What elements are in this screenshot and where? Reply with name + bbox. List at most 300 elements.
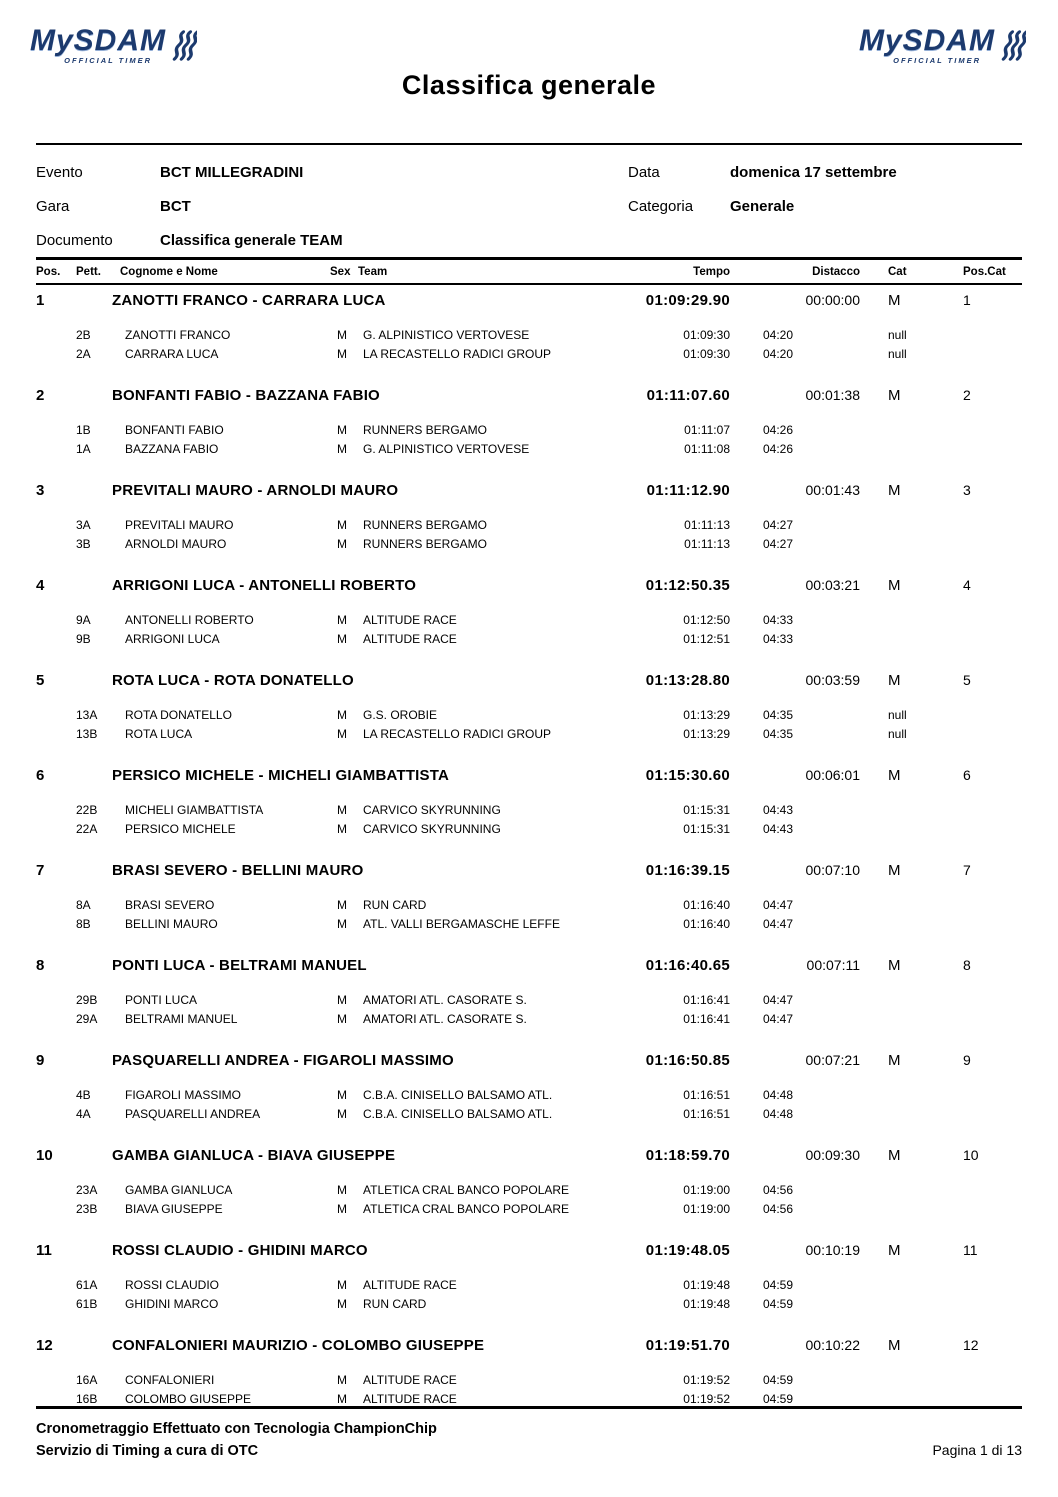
member-name: ROTA LUCA xyxy=(125,727,193,741)
team-cat: M xyxy=(888,672,901,689)
member-row xyxy=(36,915,1022,934)
team-members xyxy=(36,326,1022,364)
team-row xyxy=(36,291,1022,310)
team-result-block xyxy=(36,956,1022,1029)
member-name: COLOMBO GIUSEPPE xyxy=(125,1392,252,1406)
team-distacco: 00:01:38 xyxy=(805,387,860,403)
member-row xyxy=(36,611,1022,630)
team-row xyxy=(36,861,1022,880)
team-pos-cat: 1 xyxy=(963,292,971,308)
member-row xyxy=(36,1276,1022,1295)
team-row xyxy=(36,956,1022,975)
member-sex: M xyxy=(337,537,347,551)
team-distacco: 00:09:30 xyxy=(805,1147,860,1163)
member-row xyxy=(36,535,1022,554)
member-pace: 04:35 xyxy=(763,708,794,722)
documento-value: Classifica generale TEAM xyxy=(160,231,343,249)
team-tempo: 01:16:40.65 xyxy=(645,957,730,974)
team-tempo: 01:12:50.35 xyxy=(645,577,730,594)
member-tempo: 01:12:51 xyxy=(683,632,730,646)
team-distacco: 00:06:01 xyxy=(805,767,860,783)
member-tempo: 01:11:13 xyxy=(684,537,730,551)
member-bib: 16A xyxy=(76,1373,98,1387)
team-pos-cat: 4 xyxy=(963,577,971,593)
col-header-team: Team xyxy=(358,265,388,278)
page-number: Pagina 1 di 13 xyxy=(932,1442,1022,1458)
mysdam-logo-text xyxy=(858,24,995,65)
team-row xyxy=(36,1336,1022,1355)
member-name: BELLINI MAURO xyxy=(125,917,218,931)
member-name: CARRARA LUCA xyxy=(125,347,219,361)
team-cat: M xyxy=(888,1052,901,1069)
team-members xyxy=(36,1181,1022,1219)
member-sex: M xyxy=(337,1392,347,1406)
team-row xyxy=(36,481,1022,500)
team-pos-cat: 11 xyxy=(963,1242,978,1258)
member-tempo: 01:16:41 xyxy=(683,1012,730,1026)
member-bib: 9A xyxy=(76,613,91,627)
team-name: PERSICO MICHELE - MICHELI GIAMBATTISTA xyxy=(112,767,450,784)
member-team: LA RECASTELLO RADICI GROUP xyxy=(363,347,552,361)
member-row xyxy=(36,440,1022,459)
team-result-block xyxy=(36,1051,1022,1124)
col-header-sex: Sex xyxy=(330,265,351,278)
member-team: LA RECASTELLO RADICI GROUP xyxy=(363,727,552,741)
member-cat: null xyxy=(888,347,907,361)
member-sex: M xyxy=(337,423,347,437)
member-team: RUN CARD xyxy=(363,1297,427,1311)
member-bib: 4A xyxy=(76,1107,91,1121)
team-name: BRASI SEVERO - BELLINI MAURO xyxy=(112,862,364,879)
member-bib: 22B xyxy=(76,803,98,817)
member-bib: 29B xyxy=(76,993,98,1007)
member-bib: 13B xyxy=(76,727,98,741)
member-row xyxy=(36,706,1022,725)
member-team: ATLETICA CRAL BANCO POPOLARE xyxy=(363,1183,570,1197)
team-distacco: 00:10:19 xyxy=(805,1242,860,1258)
member-bib: 2B xyxy=(76,328,91,342)
member-pace: 04:56 xyxy=(763,1183,794,1197)
team-pos-cat: 5 xyxy=(963,672,971,688)
team-row xyxy=(36,766,1022,785)
team-name: PASQUARELLI ANDREA - FIGAROLI MASSIMO xyxy=(112,1052,454,1069)
team-members xyxy=(36,421,1022,459)
footer-technology-note: Cronometraggio Effettuato con Tecnologia ChampionChip xyxy=(36,1421,437,1437)
evento-value: BCT MILLEGRADINI xyxy=(160,163,304,181)
member-team: ALTITUDE RACE xyxy=(363,1373,457,1387)
member-sex: M xyxy=(337,803,347,817)
member-bib: 3B xyxy=(76,537,91,551)
member-tempo: 01:19:48 xyxy=(683,1278,730,1292)
member-row xyxy=(36,896,1022,915)
member-team: CARVICO SKYRUNNING xyxy=(363,803,501,817)
team-pos-cat: 3 xyxy=(963,482,971,498)
member-sex: M xyxy=(337,613,347,627)
document-header xyxy=(0,0,1058,143)
team-row xyxy=(36,386,1022,405)
member-pace: 04:48 xyxy=(763,1088,794,1102)
member-cat: null xyxy=(888,708,907,722)
data-value: domenica 17 settembre xyxy=(730,163,897,181)
member-tempo: 01:19:52 xyxy=(683,1373,730,1387)
member-bib: 23A xyxy=(76,1183,98,1197)
team-members xyxy=(36,706,1022,744)
member-pace: 04:43 xyxy=(763,803,794,817)
team-position: 9 xyxy=(36,1052,45,1069)
team-position: 3 xyxy=(36,482,45,499)
member-tempo: 01:19:52 xyxy=(683,1392,730,1406)
member-name: CONFALONIERI xyxy=(125,1373,215,1387)
team-tempo: 01:15:30.60 xyxy=(645,767,730,784)
member-pace: 04:47 xyxy=(763,1012,794,1026)
team-pos-cat: 10 xyxy=(963,1147,979,1163)
member-tempo: 01:16:51 xyxy=(683,1088,730,1102)
team-distacco: 00:07:10 xyxy=(805,862,860,878)
member-tempo: 01:16:51 xyxy=(683,1107,730,1121)
member-pace: 04:26 xyxy=(763,442,794,456)
member-sex: M xyxy=(337,708,347,722)
documento-label: Documento xyxy=(36,231,113,249)
member-sex: M xyxy=(337,518,347,532)
member-sex: M xyxy=(337,727,347,741)
member-pace: 04:26 xyxy=(763,423,794,437)
categoria-value: Generale xyxy=(730,197,795,215)
member-pace: 04:59 xyxy=(763,1297,794,1311)
meta-row-evento xyxy=(36,155,1022,189)
member-tempo: 01:19:00 xyxy=(683,1202,730,1216)
evento-label: Evento xyxy=(36,163,83,181)
team-position: 8 xyxy=(36,957,45,974)
team-result-block xyxy=(36,386,1022,459)
meta-row-documento xyxy=(36,223,1022,257)
member-tempo: 01:19:48 xyxy=(683,1297,730,1311)
mysdam-logo-text xyxy=(30,24,167,65)
member-name: PREVITALI MAURO xyxy=(125,518,234,532)
team-row xyxy=(36,576,1022,595)
member-pace: 04:27 xyxy=(763,537,794,551)
member-tempo: 01:09:30 xyxy=(683,328,730,342)
team-cat: M xyxy=(888,577,901,594)
member-pace: 04:47 xyxy=(763,993,794,1007)
team-distacco: 00:07:11 xyxy=(806,957,860,973)
member-pace: 04:47 xyxy=(763,917,794,931)
member-row xyxy=(36,1371,1022,1390)
member-bib: 1B xyxy=(76,423,91,437)
member-name: BAZZANA FABIO xyxy=(125,442,219,456)
member-bib: 8A xyxy=(76,898,91,912)
member-pace: 04:59 xyxy=(763,1373,794,1387)
team-members xyxy=(36,1276,1022,1314)
team-tempo: 01:18:59.70 xyxy=(645,1147,730,1164)
member-row xyxy=(36,1010,1022,1029)
mysdam-logo-word: MySDAM xyxy=(30,24,167,57)
member-tempo: 01:11:07 xyxy=(684,423,730,437)
member-team: G. ALPINISTICO VERTOVESE xyxy=(363,328,530,342)
member-row xyxy=(36,820,1022,839)
team-name: PREVITALI MAURO - ARNOLDI MAURO xyxy=(112,482,399,499)
member-pace: 04:33 xyxy=(763,632,794,646)
member-pace: 04:48 xyxy=(763,1107,794,1121)
member-tempo: 01:11:08 xyxy=(684,442,730,456)
team-tempo: 01:19:48.05 xyxy=(645,1242,730,1259)
event-meta xyxy=(36,143,1022,257)
page-title: Classifica generale xyxy=(401,70,657,100)
member-tempo: 01:13:29 xyxy=(683,708,730,722)
member-bib: 3A xyxy=(76,518,91,532)
team-cat: M xyxy=(888,482,901,499)
team-cat: M xyxy=(888,292,901,309)
team-result-block xyxy=(36,291,1022,364)
member-sex: M xyxy=(337,328,347,342)
team-distacco: 00:07:21 xyxy=(805,1052,860,1068)
team-tempo: 01:11:07.60 xyxy=(646,387,730,404)
team-position: 10 xyxy=(36,1147,53,1164)
team-name: BONFANTI FABIO - BAZZANA FABIO xyxy=(112,387,380,404)
footer-timing-service: Servizio di Timing a cura di OTC xyxy=(36,1443,259,1459)
member-name: ROTA DONATELLO xyxy=(125,708,232,722)
member-team: RUNNERS BERGAMO xyxy=(363,537,488,551)
member-bib: 16B xyxy=(76,1392,98,1406)
team-tempo: 01:13:28.80 xyxy=(645,672,730,689)
member-name: ARRIGONI LUCA xyxy=(125,632,220,646)
member-name: ARNOLDI MAURO xyxy=(125,537,227,551)
team-position: 6 xyxy=(36,767,45,784)
team-tempo: 01:11:12.90 xyxy=(646,482,730,499)
member-name: PONTI LUCA xyxy=(125,993,198,1007)
member-team: C.B.A. CINISELLO BALSAMO ATL. xyxy=(363,1107,553,1121)
member-tempo: 01:15:31 xyxy=(683,822,730,836)
member-bib: 23B xyxy=(76,1202,98,1216)
team-cat: M xyxy=(888,1337,901,1354)
member-team: ALTITUDE RACE xyxy=(363,1278,457,1292)
member-tempo: 01:09:30 xyxy=(683,347,730,361)
team-row xyxy=(36,1241,1022,1260)
team-cat: M xyxy=(888,387,901,404)
member-name: GHIDINI MARCO xyxy=(125,1297,219,1311)
member-tempo: 01:13:29 xyxy=(683,727,730,741)
team-members xyxy=(36,516,1022,554)
member-bib: 22A xyxy=(76,822,98,836)
team-name: CONFALONIERI MAURIZIO - COLOMBO GIUSEPPE xyxy=(112,1337,485,1354)
member-team: G. ALPINISTICO VERTOVESE xyxy=(363,442,530,456)
member-bib: 13A xyxy=(76,708,98,722)
team-cat: M xyxy=(888,957,901,974)
col-header-nome: Cognome e Nome xyxy=(120,265,218,278)
member-name: BRASI SEVERO xyxy=(125,898,215,912)
member-bib: 8B xyxy=(76,917,91,931)
member-team: ALTITUDE RACE xyxy=(363,613,457,627)
member-sex: M xyxy=(337,1107,347,1121)
member-team: AMATORI ATL. CASORATE S. xyxy=(363,1012,527,1026)
team-row xyxy=(36,671,1022,690)
team-distacco: 00:10:22 xyxy=(805,1337,860,1353)
member-bib: 61A xyxy=(76,1278,98,1292)
team-name: ROTA LUCA - ROTA DONATELLO xyxy=(112,672,354,689)
member-tempo: 01:11:13 xyxy=(684,518,730,532)
member-name: BONFANTI FABIO xyxy=(125,423,224,437)
member-sex: M xyxy=(337,1373,347,1387)
mysdam-logo-subtitle: OFFICIAL TIMER xyxy=(893,56,981,65)
gara-value: BCT xyxy=(160,197,191,215)
member-name: PASQUARELLI ANDREA xyxy=(125,1107,261,1121)
member-team: ATL. VALLI BERGAMASCHE LEFFE xyxy=(363,917,560,931)
member-pace: 04:56 xyxy=(763,1202,794,1216)
member-row xyxy=(36,1200,1022,1219)
member-sex: M xyxy=(337,1088,347,1102)
member-tempo: 01:19:00 xyxy=(683,1183,730,1197)
team-cat: M xyxy=(888,767,901,784)
member-name: BIAVA GIUSEPPE xyxy=(125,1202,223,1216)
team-name: ZANOTTI FRANCO - CARRARA LUCA xyxy=(112,292,386,309)
team-position: 11 xyxy=(36,1242,52,1259)
team-pos-cat: 7 xyxy=(963,862,971,878)
member-row xyxy=(36,1295,1022,1314)
member-row xyxy=(36,630,1022,649)
team-result-block xyxy=(36,766,1022,839)
member-cat: null xyxy=(888,328,907,342)
member-pace: 04:20 xyxy=(763,347,794,361)
col-header-cat: Cat xyxy=(888,265,907,278)
team-members xyxy=(36,896,1022,934)
member-row xyxy=(36,326,1022,345)
team-pos-cat: 2 xyxy=(963,387,971,403)
member-team: RUNNERS BERGAMO xyxy=(363,423,488,437)
team-position: 2 xyxy=(36,387,45,404)
team-position: 1 xyxy=(36,292,45,309)
member-tempo: 01:15:31 xyxy=(683,803,730,817)
team-position: 4 xyxy=(36,577,45,594)
team-result-block xyxy=(36,1336,1022,1409)
member-pace: 04:43 xyxy=(763,822,794,836)
mysdam-logo-word: MySDAM xyxy=(858,24,995,57)
member-team: G.S. OROBIE xyxy=(363,708,438,722)
member-row xyxy=(36,801,1022,820)
member-sex: M xyxy=(337,898,347,912)
member-sex: M xyxy=(337,822,347,836)
member-sex: M xyxy=(337,917,347,931)
team-result-block xyxy=(36,861,1022,934)
member-team: CARVICO SKYRUNNING xyxy=(363,822,501,836)
member-row xyxy=(36,345,1022,364)
team-tempo: 01:16:50.85 xyxy=(645,1052,730,1069)
mysdam-logo-right xyxy=(858,24,1026,68)
team-cat: M xyxy=(888,1242,901,1259)
results-rows xyxy=(36,285,1022,1409)
member-name: MICHELI GIAMBATTISTA xyxy=(125,803,264,817)
member-pace: 04:33 xyxy=(763,613,794,627)
team-pos-cat: 8 xyxy=(963,957,971,973)
member-tempo: 01:16:40 xyxy=(683,917,730,931)
table-header xyxy=(36,257,1022,285)
team-tempo: 01:19:51.70 xyxy=(645,1337,730,1354)
member-bib: 9B xyxy=(76,632,91,646)
member-tempo: 01:16:40 xyxy=(683,898,730,912)
categoria-label: Categoria xyxy=(628,197,694,215)
data-label: Data xyxy=(628,163,660,181)
team-position: 7 xyxy=(36,862,45,879)
member-sex: M xyxy=(337,993,347,1007)
member-name: ROSSI CLAUDIO xyxy=(125,1278,220,1292)
team-name: PONTI LUCA - BELTRAMI MANUEL xyxy=(112,957,367,974)
team-members xyxy=(36,801,1022,839)
team-result-block xyxy=(36,671,1022,744)
member-tempo: 01:12:50 xyxy=(683,613,730,627)
team-distacco: 00:01:43 xyxy=(805,482,860,498)
col-header-poscat: Pos.Cat xyxy=(963,265,1006,278)
team-members xyxy=(36,1371,1022,1409)
team-tempo: 01:09:29.90 xyxy=(645,292,730,309)
team-name: GAMBA GIANLUCA - BIAVA GIUSEPPE xyxy=(112,1147,396,1164)
mysdam-squiggle-icon xyxy=(170,29,197,68)
member-row xyxy=(36,1181,1022,1200)
member-name: FIGAROLI MASSIMO xyxy=(125,1088,242,1102)
team-pos-cat: 6 xyxy=(963,767,971,783)
member-cat: null xyxy=(888,727,907,741)
team-row xyxy=(36,1051,1022,1070)
col-header-pett: Pett. xyxy=(76,265,101,278)
team-distacco: 00:03:21 xyxy=(805,577,860,593)
team-tempo: 01:16:39.15 xyxy=(645,862,730,879)
col-header-tempo: Tempo xyxy=(693,265,730,278)
gara-label: Gara xyxy=(36,197,70,215)
member-pace: 04:59 xyxy=(763,1392,794,1406)
member-sex: M xyxy=(337,1183,347,1197)
member-name: BELTRAMI MANUEL xyxy=(125,1012,238,1026)
document-footer xyxy=(36,1406,1022,1462)
team-row xyxy=(36,1146,1022,1165)
team-result-block xyxy=(36,1146,1022,1219)
member-row xyxy=(36,516,1022,535)
mysdam-squiggle-icon xyxy=(999,29,1026,68)
team-members xyxy=(36,991,1022,1029)
member-team: ATLETICA CRAL BANCO POPOLARE xyxy=(363,1202,570,1216)
col-header-pos: Pos. xyxy=(36,265,61,278)
member-row xyxy=(36,991,1022,1010)
member-name: PERSICO MICHELE xyxy=(125,822,236,836)
member-sex: M xyxy=(337,1202,347,1216)
member-team: RUNNERS BERGAMO xyxy=(363,518,488,532)
team-members xyxy=(36,611,1022,649)
member-pace: 04:59 xyxy=(763,1278,794,1292)
member-pace: 04:35 xyxy=(763,727,794,741)
member-pace: 04:47 xyxy=(763,898,794,912)
member-team: C.B.A. CINISELLO BALSAMO ATL. xyxy=(363,1088,553,1102)
member-row xyxy=(36,421,1022,440)
member-row xyxy=(36,1086,1022,1105)
member-bib: 4B xyxy=(76,1088,91,1102)
team-name: ROSSI CLAUDIO - GHIDINI MARCO xyxy=(112,1242,368,1259)
meta-row-gara xyxy=(36,189,1022,223)
member-sex: M xyxy=(337,632,347,646)
team-result-block xyxy=(36,1241,1022,1314)
member-sex: M xyxy=(337,1012,347,1026)
team-position: 5 xyxy=(36,672,45,689)
mysdam-logo-left xyxy=(30,24,197,68)
member-sex: M xyxy=(337,347,347,361)
member-team: RUN CARD xyxy=(363,898,427,912)
member-sex: M xyxy=(337,442,347,456)
col-header-distacco: Distacco xyxy=(812,265,860,278)
team-cat: M xyxy=(888,1147,901,1164)
team-result-block xyxy=(36,481,1022,554)
member-team: AMATORI ATL. CASORATE S. xyxy=(363,993,527,1007)
team-result-block xyxy=(36,576,1022,649)
member-bib: 2A xyxy=(76,347,91,361)
member-row xyxy=(36,1105,1022,1124)
team-members xyxy=(36,1086,1022,1124)
member-row xyxy=(36,725,1022,744)
member-team: ALTITUDE RACE xyxy=(363,632,457,646)
